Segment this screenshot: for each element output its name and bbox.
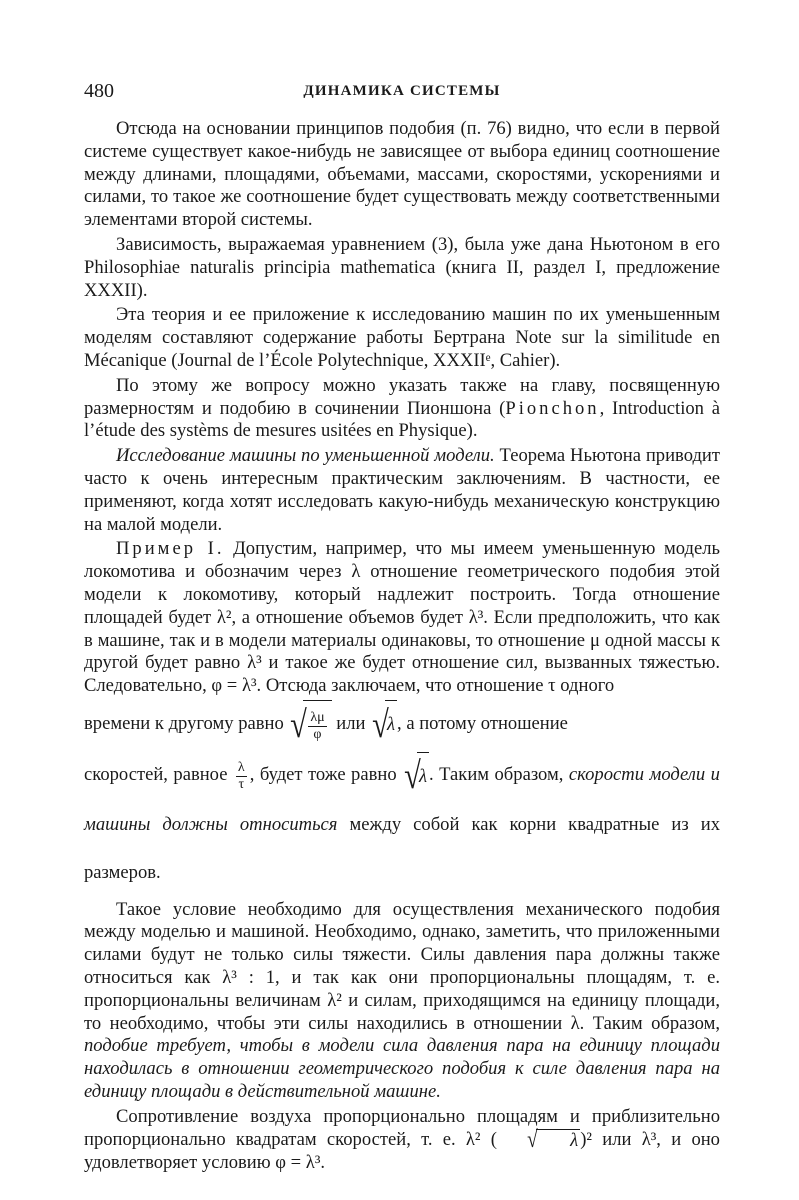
paragraph-7 <box>84 899 720 1104</box>
sqrt-sign: √ <box>527 1127 538 1154</box>
page-header <box>84 80 720 104</box>
sqrt-lambda-formula-2 <box>402 751 429 800</box>
p6-line2-a: времени к другому равно <box>84 712 284 734</box>
p6-line3-c: . Таким образом, <box>429 764 564 786</box>
frac2-numerator: λ <box>237 759 245 775</box>
p6-italic-conclusion: скорости модели и машины должны относиться <box>84 764 720 835</box>
paragraph-3: Эта теория и ее приложение к исследованию машин по их уменьшенным моделям составляют содержание работы Бертрана Note sur la similitude en Mécanique (Journal de l’École Polytechnique, XXXIIᵉ, Cahier). <box>84 304 720 371</box>
paragraph-8 <box>84 1106 720 1175</box>
sqrt-lambda-value-2: λ <box>417 752 429 801</box>
frac2-denominator: τ <box>238 776 245 792</box>
p4-text-a: По этому же вопросу можно указать также на главу, посвященную размерностям и подобию в сочинении Пионшона ( <box>84 374 720 419</box>
author-name-spaced: Pionchon <box>505 397 600 419</box>
body-text <box>84 118 720 1177</box>
p8-text-b: или λ³, и оно удовлетворяет условию φ = λ³. <box>84 1128 720 1174</box>
section-heading-italic: Исследование машины по уменьшенной модели. <box>116 445 495 467</box>
or-word: или <box>336 712 366 734</box>
sqrt-lambda-value: λ <box>385 700 397 749</box>
paragraph-1: Отсюда на основании принципов подобия (п. 76) видно, что если в первой системе существует какое-нибудь не зависящее от выбора единиц соотношение между длинами, площадями, объемами, массами, скоростями, ускорениями и силами, то такое же соотношение будет существовать между соответственными элементами второй системы. <box>84 118 720 231</box>
sqrt-sign: √ <box>404 755 421 798</box>
formula-line-2 <box>84 751 720 896</box>
paragraph-2: Зависимость, выражаемая уравнением (3), была уже дана Ньютоном в его Philosophiae naturalis principia mathematica (книга II, раздел I, предложение XXXII). <box>84 233 720 301</box>
p8-sqrt-value: λ <box>536 1129 580 1153</box>
p6-text: Допустим, например, что мы имеем уменьшенную модель локомотива и обозначим через λ отношение геометрического подобия этой модели к локомотиву, который надлежит построить. Тогда отношение площадей будет λ², а отношение объемов будет λ³. Если предположить, что как в машине, так и в модели материалы одинаковы, то отношение μ одной массы к другой будет равно λ³ и такое же будет отношение сил, вызванных тяжестью. Следовательно, φ = λ³. Отсюда заключаем, что отношение τ одного <box>84 538 720 697</box>
p6-line3-a: скоростей, равное <box>84 764 228 786</box>
p7-text: Такое условие необходимо для осуществления механического подобия между моделью и машиной. Необходимо, однако, заметить, что приложенными силами будут не только силы тяжести. Силы давления пара должны также относиться как λ³ : 1, и так как они пропорциональны площадям, т. е. пропорциональны величинам λ² и силам, приходящимся на единицу площади, то необходимо, чтобы эти силы находились в отношении λ. Таким образом, <box>84 898 720 1034</box>
sqrt-body <box>303 700 331 749</box>
example-label: Пример I. <box>116 538 225 560</box>
p6-line3-b: , будет тоже равно <box>249 764 397 786</box>
fraction-lambda-mu-over-phi <box>308 710 326 743</box>
formula-line-1 <box>84 700 720 749</box>
sqrt-lambda-squared: ( √ λ )² <box>490 1127 592 1154</box>
frac1-denominator: φ <box>313 726 322 742</box>
sqrt-sign: √ <box>372 703 389 746</box>
sqrt-sign: √ <box>290 703 308 746</box>
sqrt-lambda-formula <box>370 700 397 749</box>
frac1-numerator: λμ <box>310 709 325 725</box>
p4-text-b: , Introduction à l’étude des systèms de mesures usitées en Physique). <box>84 397 720 442</box>
p7-italic-conclusion: подобие требует, чтобы в модели сила давления пара на единицу площади находилась в отношении геометрического подобия к силе давления пара на единицу площади в действительной машине. <box>84 1035 720 1102</box>
sqrt-fraction-formula <box>288 700 331 749</box>
p6-line2-b: , а потому отношение <box>397 712 568 734</box>
p5-text: Теорема Ньютона приводит часто к очень интересным практическим заключениям. В частности, ее применяют, когда хотят исследовать какую-нибудь механическую конструкцию на малой модели. <box>84 445 720 535</box>
paragraph-6 <box>84 538 720 698</box>
paragraph-4 <box>84 375 720 443</box>
running-title: ДИНАМИКА СИСТЕМЫ <box>303 83 501 99</box>
fraction-lambda-over-tau <box>236 760 247 793</box>
p8-text-a: Сопротивление воздуха пропорционально площадям и приблизительно пропорционально квадратам скоростей, т. е. λ² <box>84 1105 720 1150</box>
paragraph-5 <box>84 445 720 536</box>
p6-end: между собой как корни квадратные из их размеров. <box>84 813 720 883</box>
page-number: 480 <box>84 80 114 102</box>
